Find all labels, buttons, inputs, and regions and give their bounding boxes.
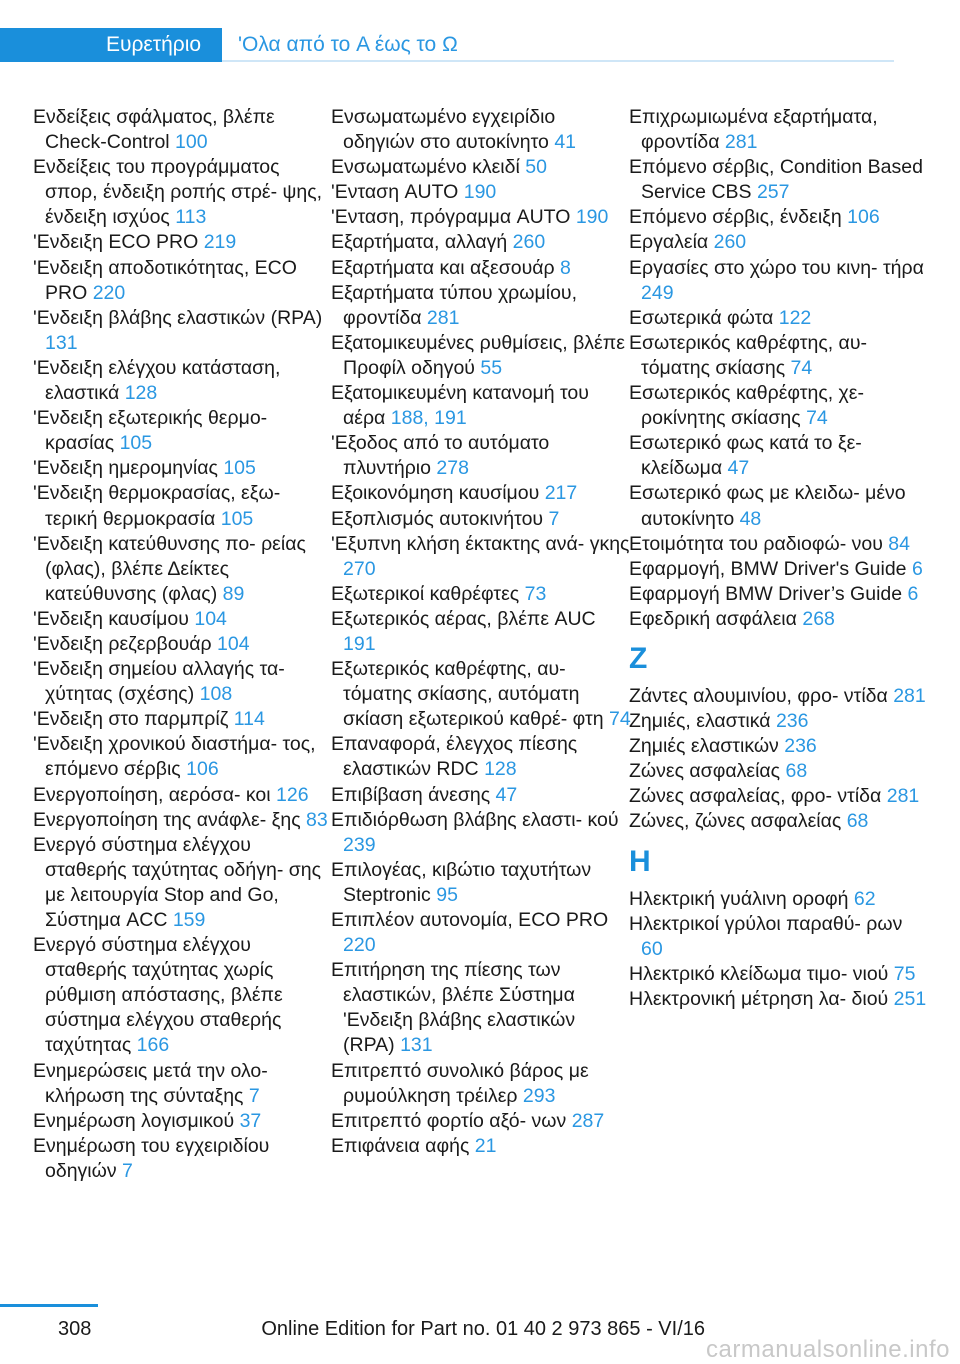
index-entry [629,105,929,155]
page-link[interactable]: 219 [203,231,237,254]
entry-text: Εσωτερικός καθρέφτης, αυ‐ τόματης σκίασης [629,331,867,379]
entry-text: Επιτρεπτό συνολικό βάρος με ρυμούλκηση τρέιλερ [331,1059,589,1107]
entry-text: Ηλεκτρική γυάλινη οροφή [629,887,854,910]
page-link[interactable]: 188, 191 [390,407,467,430]
page-link[interactable]: 104 [194,607,227,630]
index-entry [331,808,631,858]
index-entry [33,306,333,356]
index-entry [629,532,929,557]
index-entry [629,759,929,784]
page-link[interactable]: 8 [560,256,571,279]
page-link[interactable]: 74 [790,356,813,379]
entry-text: 'Ενδειξη εξωτερικής θερμο‐ κρασίας [33,407,268,455]
index-entry [33,155,333,230]
index-entry [629,734,929,759]
index-entry [331,582,631,607]
entry-text: Εξαρτήματα, αλλαγή [331,231,513,254]
page-link[interactable]: 108 [199,683,233,706]
index-entry [629,912,929,962]
entry-text: Ενεργό σύστημα ελέγχου σταθερής ταχύτητας χωρίς ρύθμιση απόστασης, βλέπε σύστημα ελέγχου σταθερής ταχύτητας [33,934,283,1057]
page-link[interactable]: 281 [893,684,926,707]
index-entry [331,783,631,808]
entry-text: Επόμενο σέρβις, ένδειξη [629,206,848,229]
tab-index[interactable]: Ευρετήριο [0,28,222,62]
index-entry [33,256,333,306]
page-link[interactable]: 73 [524,582,547,605]
index-entry [33,1059,333,1109]
page-link[interactable]: 270 [343,557,376,580]
index-entry [629,205,929,230]
page-link[interactable]: 220 [343,934,376,957]
entry-text: 'Ενταση AUTO [331,181,464,204]
index-entry [331,507,631,532]
page-link[interactable]: 287 [571,1109,605,1132]
page-link[interactable]: 84 [888,532,910,555]
index-entry [33,105,333,155]
index-entry [33,707,333,732]
entry-text: Επιχρωμιωμένα εξαρτήματα, φροντίδα [629,106,878,154]
page-link[interactable]: 95 [436,883,458,906]
entry-text: 'Ενδειξη στο παρμπρίζ [33,708,234,731]
page-link[interactable]: 55 [480,356,503,379]
entry-text: Ζημιές ελαστικών [629,735,785,758]
entry-text: Επιδιόρθωση βλάβης ελαστι‐ κού [331,808,619,831]
page-link[interactable]: 126 [276,783,309,806]
entry-text: Εξατομικευμένη κατανομή του αέρα [331,382,589,430]
page-link[interactable]: 37 [239,1109,262,1132]
page-link[interactable]: 278 [436,457,469,480]
page-link[interactable]: 281 [724,131,758,154]
index-entry [629,987,929,1012]
entry-text: Ενημέρωση λογισμικού [33,1109,240,1132]
entry-text: Επιλογέας, κιβώτιο ταχυτήτων Steptronic [331,858,592,906]
entry-text: Εξαρτήματα τύπου χρωμίου, φροντίδα [331,281,577,329]
page-link[interactable]: 217 [544,482,578,505]
index-entry [331,230,631,255]
index-entry [33,933,333,1058]
page-link[interactable]: 75 [893,962,916,985]
index-entry [331,1059,631,1109]
index-entry [629,256,929,306]
page-link[interactable]: 190 [575,206,609,229]
index-entry [331,281,631,331]
index-entry [331,381,631,431]
page-link[interactable]: 159 [172,909,206,931]
index-entry [33,230,333,255]
entry-text: 'Εξυπνη κλήση έκτακτης ανά‐ γκης [331,532,630,555]
entry-text: Επαναφορά, έλεγχος πίεσης ελαστικών RDC [331,733,578,781]
entry-text: Ζάντες αλουμινίου, φρο‐ ντίδα [629,684,894,707]
entry-text: Ενεργοποίηση, αερόσα‐ κοι [33,783,277,806]
page-link[interactable]: 260 [512,231,546,254]
page-link[interactable]: 74 [806,407,828,430]
page-link[interactable]: 281 [426,306,460,329]
page-link[interactable]: 128 [124,382,158,405]
page-link[interactable]: 257 [756,181,790,204]
index-column-3 [629,105,929,1012]
entry-text: Εξοπλισμός αυτοκινήτου [331,507,549,530]
page-link[interactable]: 7 [248,1084,260,1107]
entry-text: 'Ενδειξη ρεζερβουάρ [33,632,218,655]
index-entry [33,481,333,531]
page-link[interactable]: 191 [343,632,376,655]
index-entry [331,532,631,582]
index-column-1 [33,105,333,1184]
page-link[interactable]: 114 [233,708,265,731]
entry-text: 'Ενταση, πρόγραμμα AUTO [331,206,576,229]
entry-text: Ενδείξεις σφάλματος, βλέπε Check-Control [33,106,275,154]
entry-text: Ζώνες, ζώνες ασφαλείας [629,810,847,833]
index-entry [629,809,929,834]
page-link[interactable]: 6 [911,557,923,580]
index-entry [331,256,631,281]
entry-text: 'Εξοδος από το αυτόματο πλυντήριο [331,432,550,480]
entry-text: Ζημιές, ελαστικά [629,710,776,733]
tab-a-to-z[interactable]: 'Ολα από το A έως το Ω [238,33,458,56]
index-entry [331,1109,631,1134]
page-link[interactable]: 60 [641,937,663,960]
entry-text: 'Ενδειξη ημερομηνίας [33,457,224,480]
index-entry [331,105,631,155]
entry-text: Εργασίες στο χώρο του κινη‐ τήρα [629,256,924,279]
index-entry [33,406,333,456]
entry-text: Ηλεκτρικό κλείδωμα τιμο‐ νιού [629,962,894,985]
entry-text: 'Ενδειξη ελέγχου κατάσταση, ελαστικά [33,356,281,405]
index-entry [33,657,333,707]
index-entry [331,180,631,205]
page-link[interactable]: 105 [119,432,153,455]
index-entry [331,732,631,782]
index-entry [331,958,631,1058]
page-link[interactable]: 62 [853,887,876,910]
page-link[interactable]: 83 [306,808,328,831]
page-link[interactable]: 48 [739,507,762,530]
entry-text: 'Ενδειξη ECO PRO [33,231,204,254]
index-entry [629,962,929,987]
page-link[interactable]: 128 [484,758,517,781]
page-link[interactable]: 50 [525,156,547,179]
entry-text: 'Ενδειξη κατεύθυνσης πο‐ ρείας (φλας), βλέπε Δείκτες κατεύθυνσης (φλας) [33,532,306,605]
page-number: 308 [58,1318,92,1340]
entry-text: Ηλεκτρικοί γρύλοι παραθύ‐ ρων [629,912,903,935]
entry-text: Ενδείξεις του προγράμματος σπορ, ένδειξη ροπής στρέ‐ ψης, ένδειξη ισχύος [33,156,323,229]
index-column-2 [331,105,631,1159]
page-link[interactable]: 100 [175,131,208,154]
index-entry [331,607,631,657]
section-letter: Z [629,641,648,675]
entry-text: Εσωτερικός καθρέφτης, χε‐ ροκίνητης σκίασης [629,382,864,430]
entry-text: Ενεργό σύστημα ελέγχου σταθερής ταχύτητας οδήγη‐ σης με λειτουργία Stop and Go, Σύστημα ACC [33,833,322,931]
page-link[interactable]: 251 [893,987,927,1010]
entry-text: Εξοικονόμηση καυσίμου [331,482,545,505]
page-link[interactable]: 104 [217,632,250,655]
index-entry [331,205,631,230]
index-entry [629,331,929,381]
index-entry [629,709,929,734]
index-entry [331,908,631,958]
index-entry [629,155,929,205]
index-entry [629,557,929,582]
page-link[interactable]: 89 [222,582,245,605]
entry-text: Εσωτερικό φως με κλειδω‐ μένο αυτοκίνητο [629,482,906,530]
page-link[interactable]: 236 [784,735,817,758]
index-entry [629,481,929,531]
header-rule [222,60,894,62]
index-entry [33,1134,333,1184]
page-link[interactable]: 236 [775,710,809,733]
index-entry [629,784,929,809]
entry-text: Εφεδρική ασφάλεια [629,607,803,630]
entry-text: Ζώνες ασφαλείας, φρο‐ ντίδα [629,785,887,808]
entry-text: Επιφάνεια αφής [331,1134,475,1157]
page-link[interactable]: 74 [608,708,631,731]
page-link[interactable]: 293 [522,1084,556,1107]
entry-text: Εσωτερικό φως κατά το ξε‐ κλείδωμα [629,432,862,480]
page-link[interactable]: 47 [727,457,750,480]
page-link[interactable]: 249 [641,281,674,304]
index-entry [33,532,333,607]
entry-text: Επιπλέον αυτονομία, ECO PRO [331,909,609,931]
page-link[interactable]: 106 [847,206,880,229]
index-entry [331,858,631,908]
page-link[interactable]: 105 [223,457,256,480]
entry-text: 'Ενδειξη χρονικού διαστήμα‐ τος, επόμενο σέρβις [33,733,316,781]
entry-text: Ενσωματωμένο κλειδί [331,156,526,179]
footer-rule [0,1304,98,1307]
header-tabs [0,28,458,62]
page-link[interactable]: 47 [495,783,518,806]
index-entry [629,684,929,709]
page-link[interactable]: 7 [548,507,560,530]
entry-text: Επιτήρηση της πίεσης των ελαστικών, βλέπε Σύστημα 'Ενδειξη βλάβης ελαστικών (RPA) [331,959,576,1057]
entry-text: Ετοιμότητα του ραδιοφώ‐ νου [629,532,889,555]
index-entry [331,431,631,481]
entry-text: Ενημέρωση του εγχειριδίου οδηγιών [33,1134,270,1182]
page-link[interactable]: 113 [175,206,207,229]
entry-text: 'Ενδειξη βλάβης ελαστικών (RPA) [33,306,323,329]
page-link[interactable]: 21 [474,1134,497,1157]
entry-text: Επόμενο σέρβις, Condition Based Service CBS [629,156,923,204]
page-link[interactable]: 260 [713,231,747,254]
page-link[interactable]: 41 [554,131,577,154]
entry-text: Επιβίβαση άνεσης [331,783,496,806]
entry-text: Ζώνες ασφαλείας [629,760,786,783]
page-link[interactable]: 268 [802,607,835,630]
index-entry [33,783,333,808]
index-entry [33,732,333,782]
page-link[interactable]: 6 [907,582,919,605]
index-entry [331,1134,631,1159]
entry-text: Ενεργοποίηση της ανάφλε‐ ξης [33,808,307,831]
index-entry [33,356,333,406]
page-link[interactable]: 122 [778,306,812,329]
entry-text: 'Ενδειξη σημείου αλλαγής τα‐ χύτητας (σχέσης) [33,658,285,706]
watermark: carmanualsonline.info [706,1336,950,1363]
page-link[interactable]: 7 [122,1159,133,1182]
page-link[interactable]: 166 [136,1034,170,1057]
entry-text: 'Ενδειξη θερμοκρασίας, εξω‐ τερική θερμοκρασία [33,482,281,530]
index-entry [629,230,929,255]
index-entry [331,481,631,506]
entry-text: Εξωτερικός αέρας, βλέπε AUC [331,607,596,630]
entry-text: Επιτρεπτό φορτίο αξό‐ νων [331,1109,572,1132]
page-link[interactable]: 68 [846,810,869,833]
page-link[interactable]: 239 [343,833,376,856]
index-entry [33,1109,333,1134]
entry-text: Εξωτερικοί καθρέφτες [331,582,525,605]
entry-text: Εργαλεία [629,231,714,254]
index-entry [629,887,929,912]
page-link[interactable]: 106 [186,758,219,781]
page-link[interactable]: 281 [886,785,920,808]
entry-text: Εξαρτήματα και αξεσουάρ [331,256,561,279]
page-link[interactable]: 131 [45,331,78,354]
index-entry [629,607,929,632]
edition-note: Online Edition for Part no. 01 40 2 973 865 - VI/16 [261,1318,705,1340]
entry-text: 'Ενδειξη αποδοτικότητας, ECO PRO [33,256,297,304]
entry-text: 'Ενδειξη καυσίμου [33,607,195,630]
entry-text: Εφαρμογή, BMW Driver's Guide [629,557,912,580]
page-link[interactable]: 131 [400,1034,433,1057]
index-entry [331,331,631,381]
entry-text: Εξατομικευμένες ρυθμίσεις, βλέπε Προφίλ οδηγού [331,331,625,379]
index-entry [331,657,631,732]
index-entry [629,381,929,431]
entry-text: Εξωτερικός καθρέφτης, αυ‐ τόματης σκίασης, αυτόματη σκίαση εξωτερικού καθρέ‐ φτη [331,658,609,731]
index-entry [629,582,929,607]
entry-text: Εσωτερικά φώτα [629,306,779,329]
index-entry [33,607,333,632]
index-entry [33,833,333,933]
entry-text: Ενημερώσεις μετά την ολο‐ κλήρωση της σύνταξης [33,1059,268,1107]
page-link[interactable]: 105 [220,507,254,530]
entry-text: Ενσωματωμένο εγχειρίδιο οδηγιών στο αυτοκίνητο [331,106,556,154]
page-link[interactable]: 220 [92,281,126,304]
page-link[interactable]: 68 [785,760,808,783]
index-entry [331,155,631,180]
index-entry [629,431,929,481]
index-entry [629,306,929,331]
page-link[interactable]: 190 [463,181,497,204]
index-entry [33,632,333,657]
section-letter: H [629,844,651,878]
index-entry [33,808,333,833]
index-entry [33,456,333,481]
entry-text: Ηλεκτρονική μέτρηση λα‐ διού [629,987,894,1010]
entry-text: Εφαρμογή BMW Driver’s Guide [629,582,908,605]
